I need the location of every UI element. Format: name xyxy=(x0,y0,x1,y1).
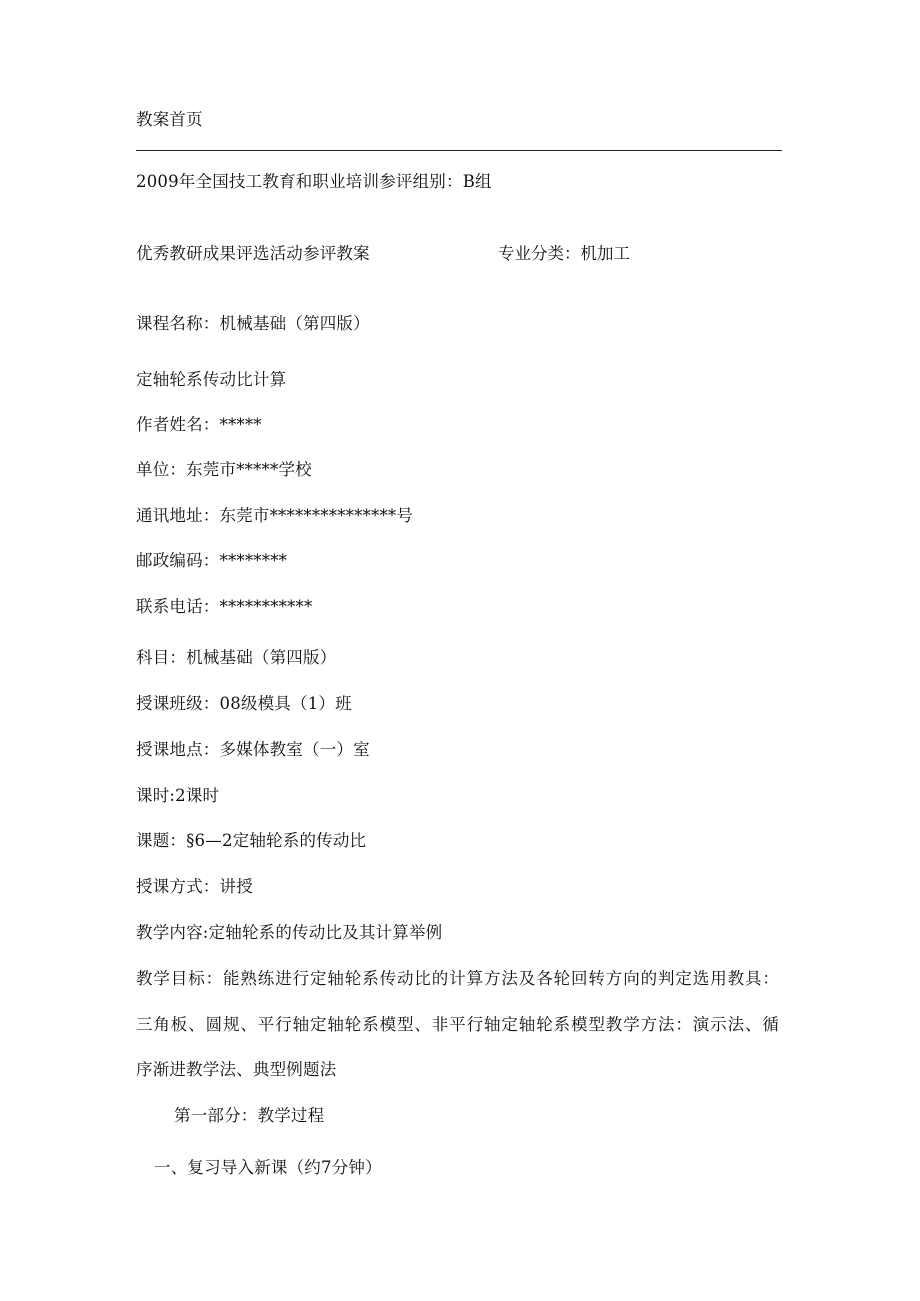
activity-line: 优秀教研成果评选活动参评教案 xyxy=(136,244,370,263)
goal-line-2: 三角板、圆规、平行轴定轴轮系模型、非平行轴定轴轮系模型教学方法：演示法、循 xyxy=(136,1015,780,1034)
page-heading: 教案首页 xyxy=(136,110,203,129)
part-one-heading: 第一部分：教学过程 xyxy=(174,1106,325,1125)
phone-field: 联系电话：*********** xyxy=(136,597,313,616)
hours-field: 课时:2课时 xyxy=(136,786,220,805)
postcode-field: 邮政编码：******** xyxy=(136,551,288,570)
goal-line-3: 序渐进教学法、典型例题法 xyxy=(136,1060,337,1079)
lesson-topic-field: 课题：§6—2定轴轮系的传动比 xyxy=(136,831,367,850)
address-field: 通讯地址：东莞市***************号 xyxy=(136,506,414,525)
content-field: 教学内容:定轴轮系的传动比及其计算举例 xyxy=(136,923,443,942)
class-field: 授课班级：08级模具（1）班 xyxy=(136,694,352,713)
subject-field: 科目：机械基础（第四版） xyxy=(136,648,337,667)
course-name: 课程名称：机械基础（第四版） xyxy=(136,314,370,333)
goal-line-1: 教学目标：能熟练进行定轴轮系传动比的计算方法及各轮回转方向的判定选用教具： xyxy=(136,969,780,988)
method-field: 授课方式：讲授 xyxy=(136,877,253,896)
section-one-heading: 一、复习导入新课（约7分钟） xyxy=(154,1158,382,1177)
specialty-label: 专业分类：机加工 xyxy=(498,244,630,263)
header-divider xyxy=(136,150,782,151)
competition-line: 2009年全国技工教育和职业培训参评组别：B组 xyxy=(136,172,492,191)
location-field: 授课地点：多媒体教室（一）室 xyxy=(136,740,370,759)
author-field: 作者姓名：***** xyxy=(136,415,262,434)
unit-field: 单位：东莞市*****学校 xyxy=(136,460,312,479)
topic-title: 定轴轮系传动比计算 xyxy=(136,370,287,389)
